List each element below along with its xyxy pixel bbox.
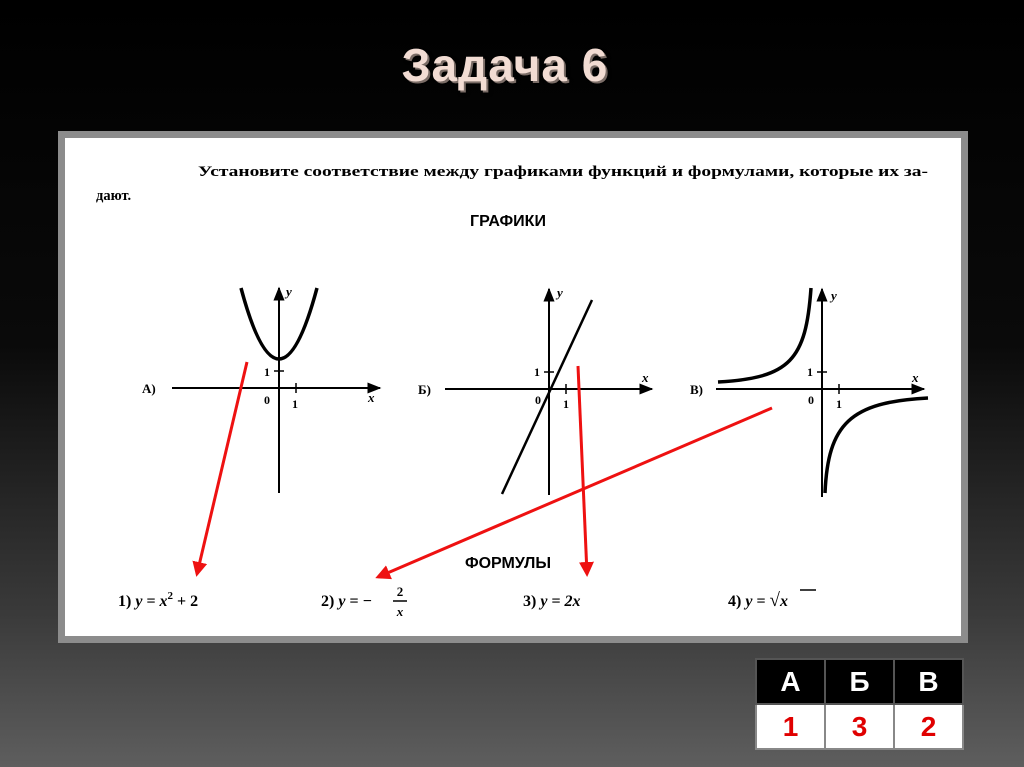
graph-a-x-label: x xyxy=(368,390,375,405)
answer-value-b: 3 xyxy=(825,704,894,749)
formulas-heading: ФОРМУЛЫ xyxy=(464,555,552,572)
answer-value-v: 2 xyxy=(894,704,963,749)
task-diagram xyxy=(65,138,961,636)
answer-table-header-row xyxy=(756,659,963,704)
graph-v-origin: 0 xyxy=(808,393,814,407)
answer-header-v: В xyxy=(894,659,963,704)
graph-b-x-label: x xyxy=(642,370,649,385)
graph-b-origin: 0 xyxy=(535,393,541,407)
answer-table-value-row xyxy=(756,704,963,749)
formula-3 xyxy=(523,593,581,610)
answer-value-a: 1 xyxy=(756,704,825,749)
graph-v xyxy=(690,288,928,497)
svg-text:1) y = x2 + 2: 1) $y = x^2 + 2$ xyxy=(118,590,199,610)
svg-text:2) y = −: 2) y = − xyxy=(321,593,373,610)
graphs-heading: ГРАФИКИ xyxy=(470,213,546,230)
graph-a-y-tick: 1 xyxy=(264,365,270,379)
svg-text:2: 2 xyxy=(396,584,404,599)
graph-v-y-label: y xyxy=(831,288,837,303)
formula-2 xyxy=(321,584,407,619)
task-text-line1: Установите соответствие между графиками функций и формулами, которые их за- xyxy=(198,164,929,180)
graph-v-x-label: x xyxy=(912,370,919,385)
graph-b xyxy=(418,285,652,495)
svg-text:3) y = 2x: 3) y = 2x xyxy=(523,593,581,610)
task-card xyxy=(58,131,968,643)
task-text-line2: дают. xyxy=(96,188,132,204)
slide-title: Задача 6 xyxy=(401,39,609,91)
graph-a-x-tick: 1 xyxy=(292,397,298,411)
answer-table xyxy=(755,658,964,750)
answer-header-b: Б xyxy=(825,659,894,704)
svg-text:4) y = √x: 4) y = √x xyxy=(728,590,788,611)
graph-a-origin: 0 xyxy=(264,393,270,407)
formula-1 xyxy=(118,590,198,610)
graph-v-branch-left xyxy=(718,288,811,382)
answer-header-a: А xyxy=(756,659,825,704)
formula-4 xyxy=(728,590,816,611)
graph-v-y-tick: 1 xyxy=(807,365,813,379)
graph-a-label: А) xyxy=(142,381,156,396)
graph-b-label: Б) xyxy=(418,382,431,397)
svg-text:x: x xyxy=(396,604,404,619)
graph-b-y-tick: 1 xyxy=(534,365,540,379)
graph-v-label: В) xyxy=(690,382,703,397)
graph-v-x-tick: 1 xyxy=(836,397,842,411)
graph-a-y-label: y xyxy=(286,284,292,299)
graph-b-x-tick: 1 xyxy=(563,397,569,411)
match-arrow-a xyxy=(197,362,247,574)
graph-v-branch-right xyxy=(825,398,928,493)
graph-b-y-label: y xyxy=(557,285,563,300)
match-arrow-v xyxy=(378,408,772,577)
graph-a xyxy=(142,284,380,493)
match-arrow-b xyxy=(578,366,587,574)
